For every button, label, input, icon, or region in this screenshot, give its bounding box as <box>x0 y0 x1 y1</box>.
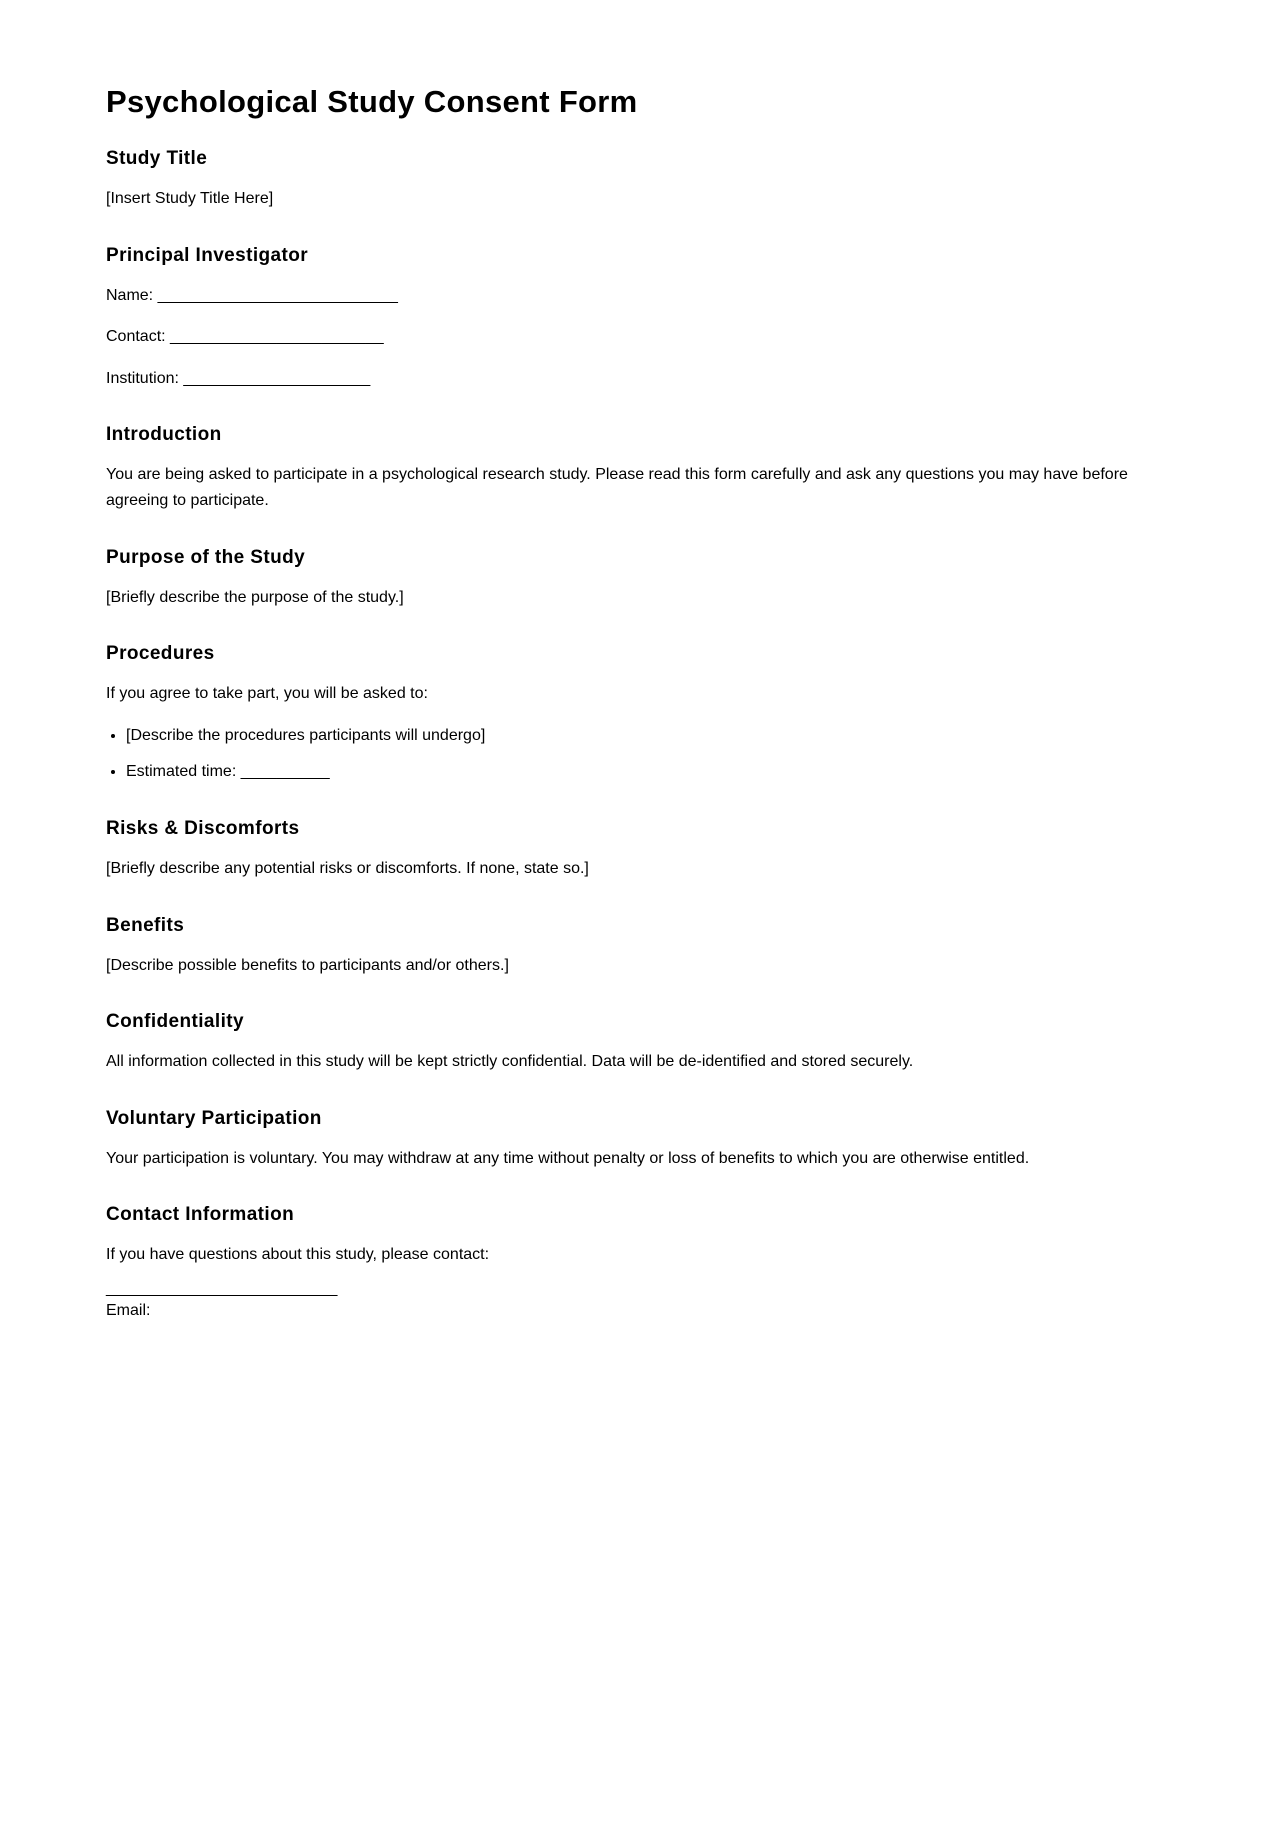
pi-institution-field <box>106 366 1157 392</box>
section-heading-risks: Risks & Discomforts <box>106 817 300 839</box>
contact-details <box>106 1278 1157 1322</box>
estimated-time-label: Estimated time: <box>126 763 237 781</box>
section-voluntary-participation <box>106 1106 1157 1172</box>
section-heading-study-title: Study Title <box>106 148 208 169</box>
confidentiality-text: All information collected in this study will be kept strictly confidential. Data will be de-identified and stored securely. <box>106 1053 914 1071</box>
section-heading-introduction: Introduction <box>106 424 222 446</box>
voluntary-text: Your participation is voluntary. You may withdraw at any time without penalty or loss of benefits to which you are otherwise entitled. <box>106 1149 1030 1167</box>
section-purpose <box>106 545 1157 611</box>
purpose-placeholder: [Briefly describe the purpose of the study.] <box>106 588 404 606</box>
section-study-title <box>106 146 1157 212</box>
section-introduction <box>106 422 1157 513</box>
contact-email-label: Email: <box>106 1301 151 1319</box>
section-heading-voluntary-participation: Voluntary Participation <box>106 1107 322 1129</box>
page-title: Psychological Study Consent Form <box>106 84 638 119</box>
pi-name-field <box>106 283 1157 309</box>
section-heading-confidentiality: Confidentiality <box>106 1011 244 1033</box>
procedures-list <box>106 723 1157 785</box>
pi-contact-label: Contact: <box>106 328 166 346</box>
consent-form-page <box>106 0 1157 1319</box>
pi-contact-blank: ________________________ <box>170 328 384 346</box>
procedures-list-item <box>126 759 1157 785</box>
study-title-placeholder: [Insert Study Title Here] <box>106 190 274 207</box>
section-heading-purpose: Purpose of the Study <box>106 546 306 568</box>
procedures-intro: If you agree to take part, you will be asked to: <box>106 685 428 703</box>
pi-contact-field <box>106 324 1157 350</box>
section-procedures <box>106 641 1157 785</box>
section-contact-information <box>106 1202 1157 1322</box>
pi-name-label: Name: <box>106 286 154 304</box>
section-confidentiality <box>106 1009 1157 1075</box>
procedures-list-item <box>126 723 1157 749</box>
pi-institution-label: Institution: <box>106 369 179 387</box>
contact-intro: If you have questions about this study, please contact: <box>106 1246 490 1264</box>
risks-placeholder: [Briefly describe any potential risks or discomforts. If none, state so.] <box>106 859 589 877</box>
section-risks <box>106 816 1157 882</box>
section-principal-investigator <box>106 243 1157 392</box>
procedures-item-text: [Describe the procedures participants will undergo] <box>126 726 486 744</box>
section-benefits <box>106 913 1157 979</box>
pi-name-blank: ___________________________ <box>157 286 398 304</box>
contact-name-blank: __________________________ <box>106 1279 338 1297</box>
pi-institution-blank: _____________________ <box>183 369 371 387</box>
section-heading-contact-information: Contact Information <box>106 1204 295 1226</box>
estimated-time-blank: __________ <box>240 763 330 781</box>
section-heading-benefits: Benefits <box>106 914 185 936</box>
introduction-text: You are being asked to participate in a psychological research study. Please read this form carefully and ask any questions you may have before agreeing to participate. <box>106 466 1128 509</box>
section-heading-principal-investigator: Principal Investigator <box>106 244 309 266</box>
section-heading-procedures: Procedures <box>106 643 215 665</box>
benefits-placeholder: [Describe possible benefits to participants and/or others.] <box>106 956 509 974</box>
